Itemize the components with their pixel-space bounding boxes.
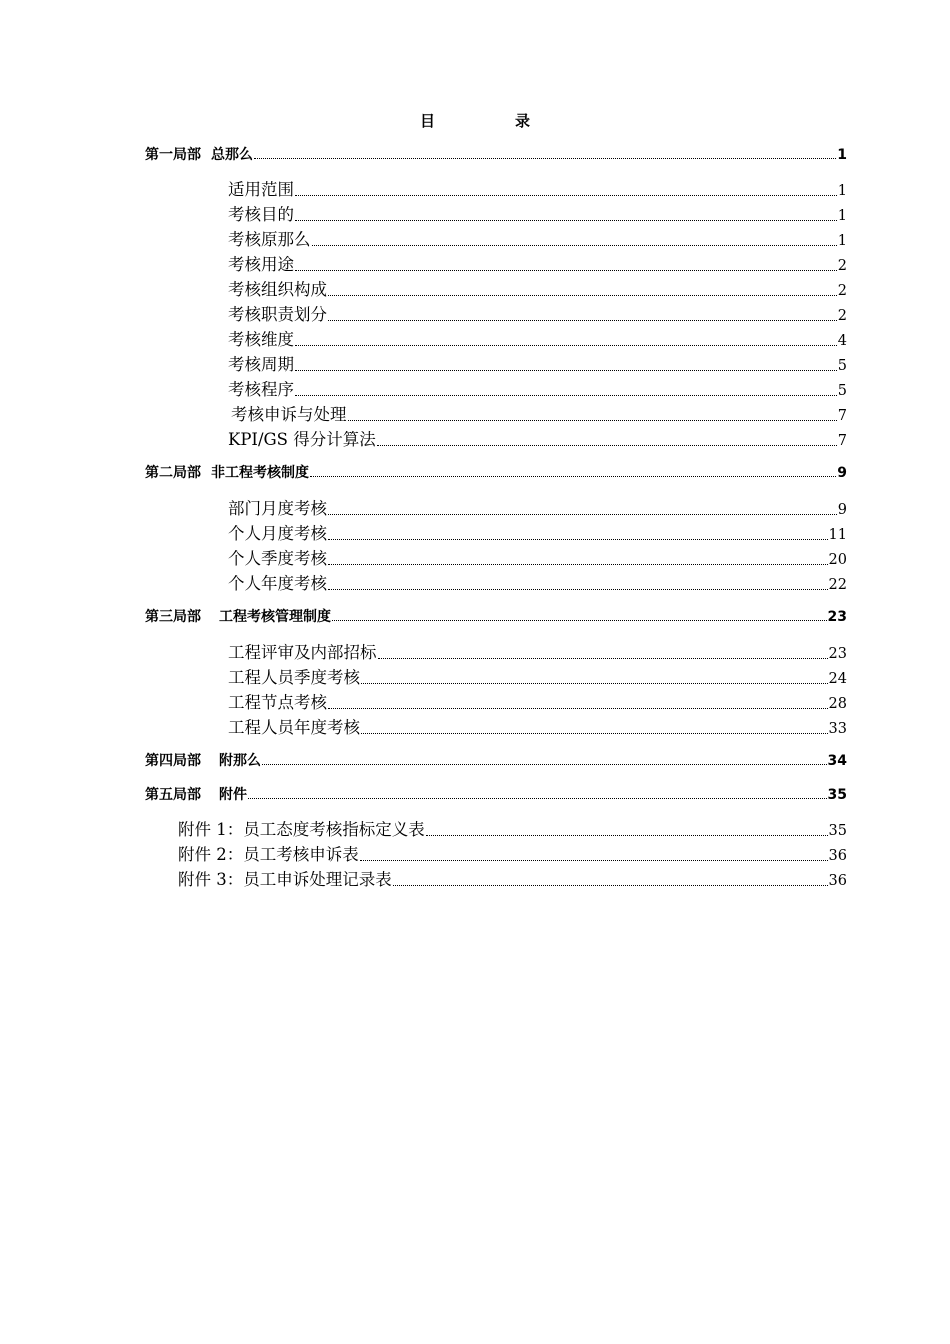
dot-leader xyxy=(312,244,837,246)
toc-part-4[interactable] xyxy=(145,754,847,768)
dot-leader xyxy=(328,319,837,321)
toc-item[interactable] xyxy=(228,501,847,518)
toc-item[interactable] xyxy=(228,526,847,543)
dot-leader xyxy=(332,619,827,621)
toc-item-label: KPI/GS 得分计算法 xyxy=(228,430,376,449)
toc-page-number: 20 xyxy=(828,552,847,568)
toc-item-label: 部门月度考核 xyxy=(228,499,327,518)
toc-page-number: 34 xyxy=(827,753,847,769)
toc-page-number: 23 xyxy=(827,609,847,625)
toc-part-title: 总那么 xyxy=(211,147,253,163)
toc-title-char-2: 录 xyxy=(515,112,531,130)
toc-part-title: 非工程考核制度 xyxy=(211,465,309,481)
toc-part-label xyxy=(145,788,247,802)
toc-part-2[interactable] xyxy=(145,466,847,480)
toc-item[interactable] xyxy=(228,207,847,224)
toc-item-label: 考核周期 xyxy=(228,355,294,374)
toc-item-label: 工程人员年度考核 xyxy=(228,718,360,737)
toc-item[interactable] xyxy=(228,382,847,399)
toc-page-number: 2 xyxy=(837,283,847,299)
dot-leader xyxy=(295,394,837,396)
dot-leader xyxy=(295,344,837,346)
toc-item[interactable] xyxy=(228,182,847,199)
toc-page-number: 11 xyxy=(828,527,847,543)
dot-leader xyxy=(328,707,828,709)
toc-part-number: 第一局部 xyxy=(145,147,201,163)
toc-page-number: 9 xyxy=(837,465,847,481)
toc-part-3[interactable] xyxy=(145,610,847,624)
toc-page-number: 35 xyxy=(827,787,847,803)
toc-title-char-1: 目 xyxy=(419,112,435,130)
toc-appendix-label: 附件 3：员工申诉处理记录表 xyxy=(178,870,392,889)
toc-part-1[interactable] xyxy=(145,148,847,162)
toc-item[interactable] xyxy=(228,332,847,349)
toc-item-label: 考核用途 xyxy=(228,255,294,274)
toc-item[interactable] xyxy=(228,282,847,299)
toc-item-label: 考核组织构成 xyxy=(228,280,327,299)
dot-leader xyxy=(295,369,837,371)
toc-page-number: 9 xyxy=(837,502,847,518)
toc-page-number: 1 xyxy=(837,183,847,199)
toc-item-label: 个人月度考核 xyxy=(228,524,327,543)
dot-leader xyxy=(377,444,837,446)
toc-page-number: 7 xyxy=(837,408,847,424)
dot-leader xyxy=(262,763,827,765)
toc-item[interactable] xyxy=(228,232,847,249)
dot-leader xyxy=(328,294,837,296)
toc-item-label: 个人年度考核 xyxy=(228,574,327,593)
toc-page-number: 5 xyxy=(837,383,847,399)
dot-leader xyxy=(348,419,837,421)
dot-leader xyxy=(295,194,837,196)
toc-part-number: 第四局部 xyxy=(145,753,201,769)
toc-item-label: 适用范围 xyxy=(228,180,294,199)
toc-part-number: 第二局部 xyxy=(145,465,201,481)
toc-appendix-label: 附件 2：员工考核申诉表 xyxy=(178,845,359,864)
toc-item[interactable] xyxy=(228,720,847,737)
toc-appendix[interactable] xyxy=(178,822,847,839)
toc-item-label: 工程人员季度考核 xyxy=(228,668,360,687)
toc-item-label: 考核目的 xyxy=(228,205,294,224)
toc-page-number: 5 xyxy=(837,358,847,374)
toc-page-number: 7 xyxy=(837,433,847,449)
toc-appendix[interactable] xyxy=(178,872,847,889)
toc-page-number: 36 xyxy=(828,873,847,889)
toc-page-number: 36 xyxy=(828,848,847,864)
toc-item[interactable] xyxy=(228,695,847,712)
toc-part-label xyxy=(145,466,309,480)
toc-part-title: 附那么 xyxy=(219,753,261,769)
toc-item[interactable] xyxy=(228,551,847,568)
toc-part-5[interactable] xyxy=(145,788,847,802)
toc-part-title: 附件 xyxy=(219,787,247,803)
toc-part-number: 第五局部 xyxy=(145,787,201,803)
toc-appendix[interactable] xyxy=(178,847,847,864)
toc-part-label xyxy=(145,610,331,624)
toc-page-number: 24 xyxy=(828,671,847,687)
dot-leader xyxy=(295,269,837,271)
toc-page-number: 2 xyxy=(837,258,847,274)
dot-leader xyxy=(254,157,836,159)
toc-page-number: 2 xyxy=(837,308,847,324)
dot-leader xyxy=(328,513,837,515)
toc-item[interactable] xyxy=(228,357,847,374)
dot-leader xyxy=(393,884,828,886)
dot-leader xyxy=(248,797,827,799)
toc-page-number: 1 xyxy=(837,208,847,224)
dot-leader xyxy=(295,219,837,221)
toc-item-label: 考核职责划分 xyxy=(228,305,327,324)
toc-part-label xyxy=(145,148,253,162)
toc-page-number: 23 xyxy=(828,646,847,662)
toc-item-label: 考核维度 xyxy=(228,330,294,349)
toc-item-label: 个人季度考核 xyxy=(228,549,327,568)
toc-page-number: 1 xyxy=(837,233,847,249)
toc-item-label: 工程节点考核 xyxy=(228,693,327,712)
toc-item-label: 考核原那么 xyxy=(228,230,311,249)
toc-page-number: 33 xyxy=(828,721,847,737)
toc-item[interactable] xyxy=(228,576,847,593)
dot-leader xyxy=(426,834,828,836)
toc-item[interactable] xyxy=(228,432,847,449)
dot-leader xyxy=(310,475,836,477)
toc-part-number: 第三局部 xyxy=(145,609,201,625)
toc-item[interactable] xyxy=(228,645,847,662)
dot-leader xyxy=(360,859,828,861)
toc-page-number: 28 xyxy=(828,696,847,712)
toc-page-number: 1 xyxy=(837,147,847,163)
toc-item-label: 考核程序 xyxy=(228,380,294,399)
toc-item[interactable] xyxy=(228,307,847,324)
toc-item[interactable] xyxy=(228,257,847,274)
toc-item-label: 工程评审及内部招标 xyxy=(228,643,377,662)
toc-item[interactable] xyxy=(228,670,847,687)
toc-page-number: 4 xyxy=(837,333,847,349)
dot-leader xyxy=(361,732,828,734)
toc-appendix-label: 附件 1：员工态度考核指标定义表 xyxy=(178,820,425,839)
toc-item[interactable] xyxy=(231,407,847,424)
toc-page-number: 22 xyxy=(828,577,847,593)
dot-leader xyxy=(378,657,828,659)
dot-leader xyxy=(328,563,828,565)
toc-page-number: 35 xyxy=(828,823,847,839)
toc-item-label: 考核申诉与处理 xyxy=(231,405,347,424)
dot-leader xyxy=(361,682,828,684)
toc-part-title: 工程考核管理制度 xyxy=(219,609,331,625)
dot-leader xyxy=(328,538,828,540)
toc-part-label xyxy=(145,754,261,768)
dot-leader xyxy=(328,588,828,590)
